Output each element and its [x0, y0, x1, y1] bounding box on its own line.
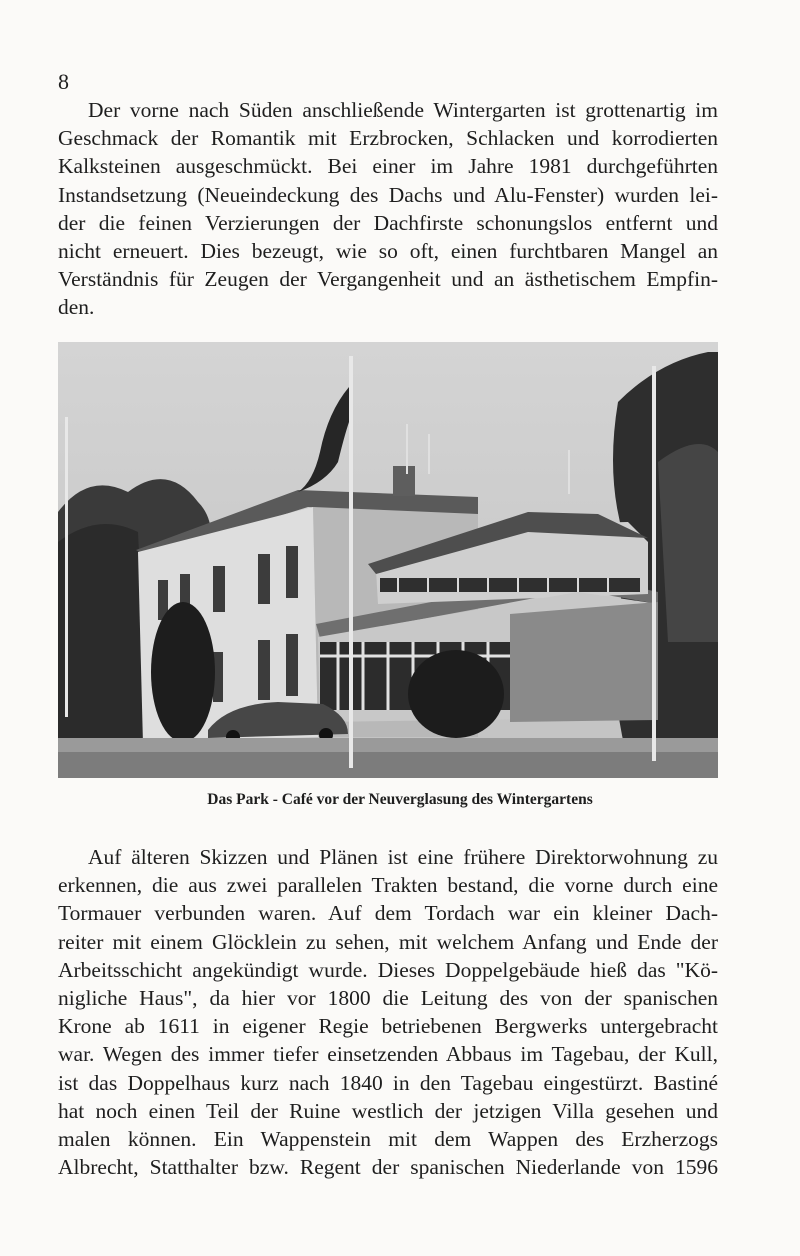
text-line: erkennen, die aus zwei parallelen Trakten bestand, die vorne durch eine: [58, 873, 718, 898]
text-line: Instandsetzung (Neueindeckung des Dachs und Alu-Fenster) wurden lei-: [58, 182, 718, 207]
text-line: Verständnis für Zeugen der Vergangenheit und an ästhetischem Empfin-: [58, 267, 718, 292]
text-line: nicht erneuert. Dies bezeugt, wie so oft, einen furchtbaren Mangel an: [58, 239, 718, 264]
paragraph-direktorwohnung: [58, 843, 718, 1181]
paragraph-wintergarten: [58, 96, 718, 322]
text-line: Geschmack der Romantik mit Erzbrocken, Schlacken und korrodierten: [58, 126, 718, 151]
text-line: Arbeitsschicht angekündigt wurde. Dieses Doppelgebäude hieß das "Kö-: [58, 957, 718, 982]
photo-caption: Das Park - Café vor der Neuverglasung des Wintergartens: [207, 791, 593, 808]
text-line: reiter mit einem Glöcklein zu sehen, mit welchem Anfang und Ende der: [58, 929, 718, 954]
text-line: Krone ab 1611 in eigener Regie betriebenen Bergwerks untergebracht: [58, 1014, 718, 1039]
text-line: Albrecht, Statthalter bzw. Regent der spanischen Niederlande von 1596: [58, 1155, 718, 1180]
building-photo: [58, 342, 718, 778]
text-line: Tormauer verbunden waren. Auf dem Tordach war ein kleiner Dach-: [58, 901, 718, 926]
text-line: hat noch einen Teil der Ruine westlich der jetzigen Villa gesehen und: [58, 1098, 718, 1123]
text-line: ist das Doppelhaus kurz nach 1840 in den Tagebau eingestürzt. Bastiné: [58, 1070, 718, 1095]
text-line: den.: [58, 295, 95, 320]
text-line: der die feinen Verzierungen der Dachfirste schonungslos entfernt und: [58, 210, 718, 235]
page-number: 8: [58, 69, 69, 94]
text-line: Der vorne nach Süden anschließende Wintergarten ist grottenartig im: [88, 98, 718, 122]
text-line: Kalksteinen ausgeschmückt. Bei einer im Jahre 1981 durchgeführten: [58, 154, 718, 179]
text-line: malen können. Ein Wappenstein mit dem Wappen des Erzherzogs: [58, 1127, 718, 1152]
text-line: war. Wegen des immer tiefer einsetzenden Abbaus im Tagebau, der Kull,: [58, 1042, 718, 1067]
text-line: Auf älteren Skizzen und Plänen ist eine frühere Direktorwohnung zu: [88, 845, 718, 869]
text-line: nigliche Haus", da hier vor 1800 die Leitung des von der spanischen: [58, 986, 718, 1011]
